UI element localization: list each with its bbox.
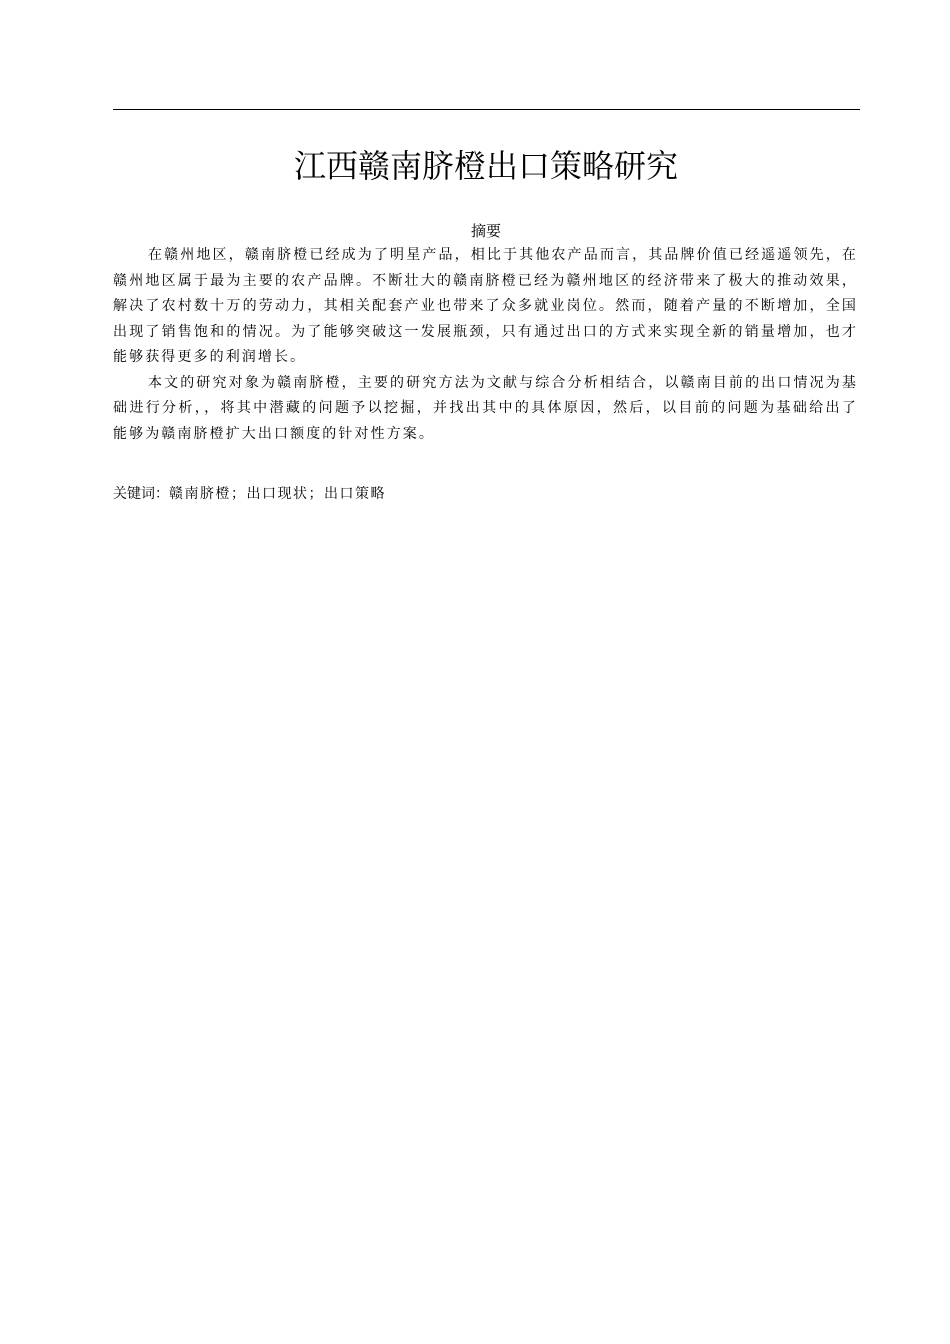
- header-rule: [113, 109, 860, 110]
- document-title: 江西赣南脐橙出口策略研究: [293, 147, 678, 185]
- abstract-paragraph-2: 本文的研究对象为赣南脐橙，主要的研究方法为文献与综合分析相结合，以赣南目前的出口情况为基础进行分析，，将其中潜藏的问题予以挖掘，并找出其中的具体原因，然后，以目前的问题为基础给出了能够为赣南脐橙扩大出口额度的针对性方案。: [113, 374, 858, 442]
- abstract-heading: 摘要: [470, 222, 501, 240]
- keywords-line: [113, 484, 386, 504]
- abstract-paragraph-1: 在赣州地区，赣南脐橙已经成为了明星产品，相比于其他农产品而言，其品牌价值已经遥遥领先，在赣州地区属于最为主要的农产品牌。不断壮大的赣南脐橙已经为赣州地区的经济带来了极大的推动效果，解决了农村数十万的劳动力，其相关配套产业也带来了众多就业岗位。然而，随着产量的不断增加，全国出现了销售饱和的情况。为了能够突破这一发展瓶颈，只有通过出口的方式来实现全新的销量增加，也才能够获得更多的利润增长。: [113, 247, 858, 365]
- abstract-body: [113, 243, 858, 447]
- keywords-label: 关键词：: [113, 486, 169, 502]
- keywords-value: 赣南脐橙；出口现状；出口策略: [169, 486, 386, 502]
